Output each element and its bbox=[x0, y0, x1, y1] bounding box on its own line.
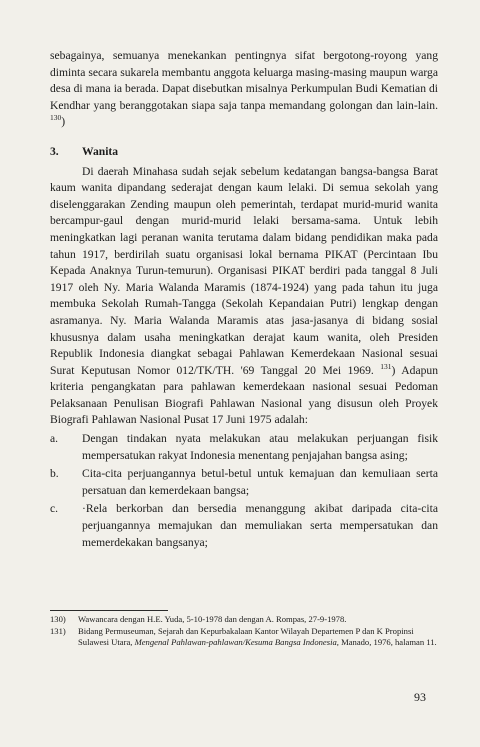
list-item bbox=[50, 466, 438, 499]
main-paragraph-text: Di daerah Minahasa sudah sejak sebelum kedatangan bangsa-bangsa Barat kaum wanita dipandang sederajat dengan kaum lelaki. Di semua sekolah yang diselenggarakan Zending maupun oleh pemerintah, terdapat murid-murid wanita bercampur-gaul dengan murid-murid lelaki bersama-sama. Untuk lebih meningkatkan lagi peranan wanita terutama dalam bidang pendidikan maka pada tahun 1917, berdirilah suatu organisasi lokal bernama PIKAT (Percintaan Ibu Kepada Anaknya Turun-temurun). Organisasi PIKAT berdiri pada tanggal 8 Juli 1917 oleh Ny. Maria Walanda Maramis (1874-1924) yang pada tahun itu juga membuka Sekolah Rumah-Tangga (Sekolah Kepandaian Putri) lengkap dengan asramanya. Ny. Maria Walanda Maramis atas jasa-jasanya di bidang sosial khususnya dalam usaha meningkatkan derajat kaum wanita, oleh Presiden Republik Indonesia diangkat sebagai Pahlawan Kemerdekaan Nasional sesuai Surat Keputusan Nomor 012/TK/TH. '69 Tanggal 20 Mei 1969. bbox=[50, 164, 438, 377]
footnote-ref-130: 130 bbox=[50, 113, 62, 123]
footnote-text-tail: Manado, 1976, halaman 11. bbox=[341, 637, 437, 648]
footnote-text-main: Bidang Permuseuman, Sejarah dan Kepurbakalaan Kantor Wilayah Departemen P dan K Propinsi Sulawesi Utara, bbox=[78, 625, 414, 648]
footnote-130 bbox=[50, 614, 440, 626]
main-paragraph-continuation: ) Adapun kriteria pengangkatan para pahlawan kemerdekaan nasional sesuai Pedoman Pelaksanaan Penulisan Biografi Pahlawan Nasional yang disusun oleh Proyek Biografi Pahlawan Nasional Pusat 17 Juni 1975 adalah: bbox=[50, 363, 439, 427]
footnote-book-title: Mengenal Pahlawan-pahlawan/Kesuma Bangsa Indonesia, bbox=[134, 637, 339, 648]
footnote-ref-131: 131 bbox=[380, 361, 392, 371]
section-number: 3. bbox=[50, 144, 59, 158]
intro-text: sebagainya, semuanya menekankan pentingnya sifat bergotong-royong yang diminta secara sukarela membantu anggota keluarga masing-masing maupun warga desa di mana ia berada. Dapat disebutkan misalnya Perkumpulan Budi Kematian di Kendhar yang beranggotakan siapa saja tanpa memandang golongan dan lain-lain. bbox=[50, 49, 438, 112]
main-paragraph bbox=[50, 164, 438, 430]
list-item-label: c. bbox=[50, 502, 59, 516]
footnote-text: Wawancara dengan H.E. Yuda, 5-10-1978 dan dengan A. Rompas, 27-9-1978. bbox=[78, 614, 347, 624]
body-text bbox=[50, 48, 438, 551]
list-item-text: Cita-cita perjuangannya betul-betul untuk kemajuan dan kemuliaan serta persatuan dan kemerdekaan bangsa; bbox=[82, 467, 438, 497]
list-item bbox=[50, 501, 438, 551]
footnote-number: 130) bbox=[50, 614, 66, 624]
footnote-ref-close: ) bbox=[61, 115, 66, 129]
footnote-number: 131) bbox=[50, 625, 66, 636]
footnote-text bbox=[78, 626, 440, 649]
list-item-label: b. bbox=[50, 467, 59, 481]
list-item-text: ·Rela berkorban dan bersedia menanggung akibat daripada cita-cita perjuangannya memajukan dan memuliakan serta mempersatukan dan memerdekakan bangsanya; bbox=[82, 502, 438, 549]
footnotes bbox=[50, 614, 440, 649]
section-heading bbox=[50, 144, 438, 161]
section-title: Wanita bbox=[82, 144, 119, 158]
page-number: 93 bbox=[414, 690, 426, 704]
list-item bbox=[50, 431, 438, 464]
intro-paragraph bbox=[50, 48, 438, 131]
footnote-131 bbox=[50, 626, 440, 649]
list-item-text: Dengan tindakan nyata melakukan atau melakukan perjuangan fisik mempersatukan rakyat Indonesia menentang penjajahan bangsa asing; bbox=[82, 432, 438, 462]
footnote-divider bbox=[50, 610, 168, 611]
list-item-label: a. bbox=[50, 432, 59, 446]
